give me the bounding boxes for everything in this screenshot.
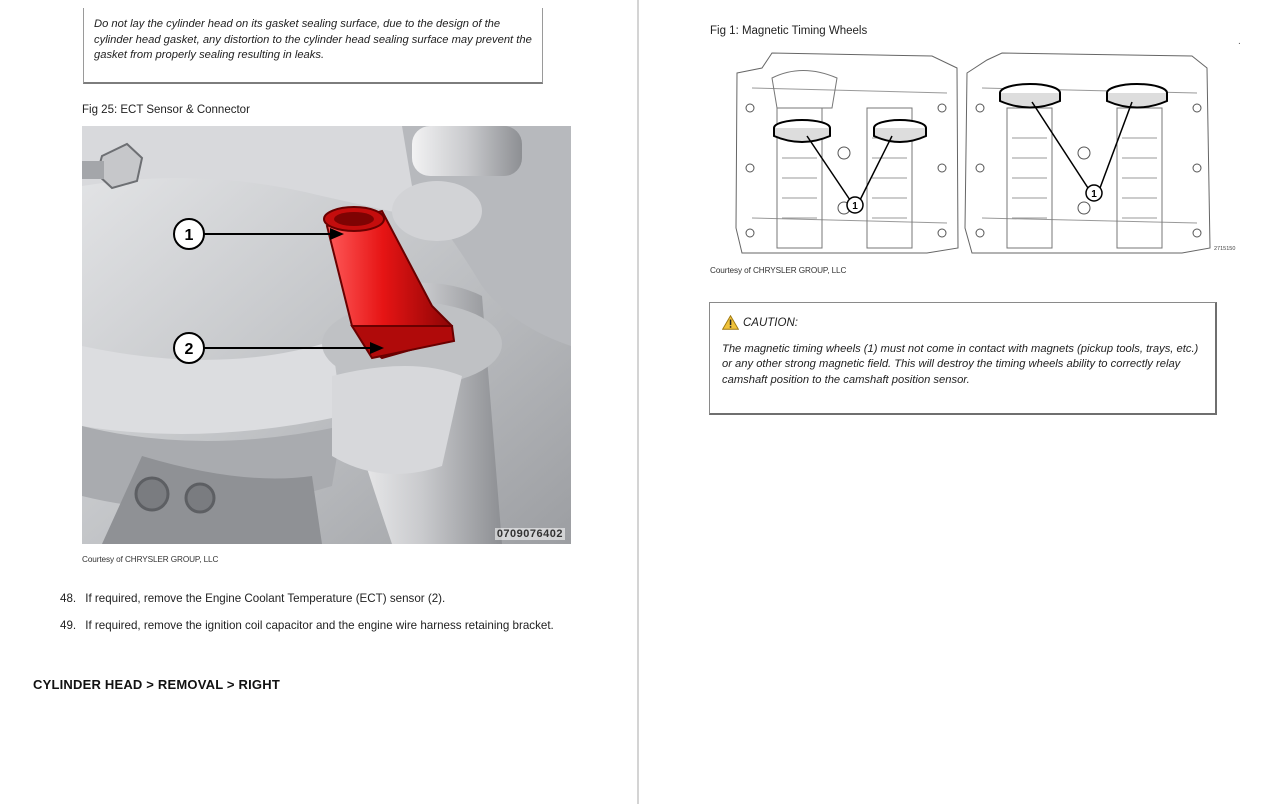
page-divider bbox=[637, 0, 639, 804]
caution-label: CAUTION: bbox=[743, 316, 798, 329]
corner-mark: . bbox=[1238, 36, 1241, 47]
warning-triangle-icon bbox=[722, 315, 739, 330]
ect-sensor-figure bbox=[82, 126, 571, 544]
timing-callout-right-label: 1 bbox=[1091, 189, 1097, 200]
ect-sensor-illustration bbox=[82, 126, 571, 544]
right-timing-wheels bbox=[1000, 84, 1167, 108]
left-page bbox=[0, 0, 637, 804]
callout-2-label: 2 bbox=[184, 341, 194, 358]
section-heading: CYLINDER HEAD > REMOVAL > RIGHT bbox=[33, 677, 280, 692]
timing-callout-left-label: 1 bbox=[852, 201, 858, 212]
ect-figure-id: 0709076402 bbox=[496, 528, 563, 540]
caution-text: The magnetic timing wheels (1) must not come in contact with magnets (pickup tools, trays, etc.) or any other strong magnetic field. This will destroy the timing wheels ability to correctly relay camshaft position to the camshaft position sensor. bbox=[722, 343, 1199, 386]
step-49-number: 49. bbox=[60, 619, 77, 632]
gasket-note-box bbox=[83, 8, 543, 84]
fig-1-caption: Fig 1: Magnetic Timing Wheels bbox=[710, 25, 868, 37]
step-48 bbox=[60, 592, 554, 619]
step-49-text: If required, remove the ignition coil capacitor and the engine wire harness retaining bracket. bbox=[85, 619, 554, 632]
timing-callout-right bbox=[1086, 185, 1102, 201]
procedure-steps bbox=[60, 592, 554, 646]
timing-courtesy: Courtesy of CHRYSLER GROUP, LLC bbox=[710, 266, 847, 275]
timing-figure-id: 2715150 bbox=[1214, 246, 1236, 252]
caution-header bbox=[722, 315, 1203, 330]
step-48-number: 48. bbox=[60, 592, 77, 605]
timing-wheels-illustration bbox=[732, 48, 1242, 256]
step-49 bbox=[60, 619, 554, 646]
timing-callout-left bbox=[847, 197, 863, 213]
caution-box bbox=[709, 302, 1217, 415]
left-timing-wheels bbox=[774, 120, 926, 142]
step-48-text: If required, remove the Engine Coolant Temperature (ECT) sensor (2). bbox=[85, 592, 446, 605]
callout-1 bbox=[174, 219, 204, 249]
ect-courtesy: Courtesy of CHRYSLER GROUP, LLC bbox=[82, 555, 219, 564]
gasket-note-text: Do not lay the cylinder head on its gasket sealing surface, due to the design of the cylinder head gasket, any distortion to the cylinder head sealing surface may prevent the gasket from properly sealing resulting in leaks. bbox=[94, 18, 532, 61]
callout-2 bbox=[174, 333, 204, 363]
magnetic-timing-wheels-figure bbox=[732, 48, 1242, 256]
callout-1-label: 1 bbox=[184, 227, 194, 244]
fig-25-caption: Fig 25: ECT Sensor & Connector bbox=[82, 104, 250, 116]
